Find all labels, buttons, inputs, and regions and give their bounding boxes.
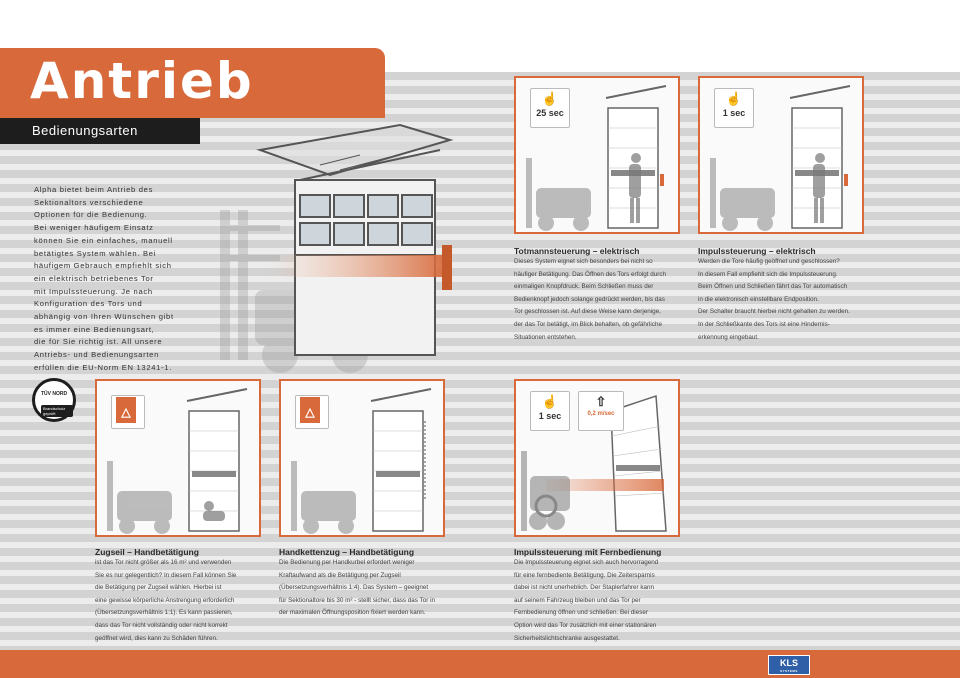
- footer-bar: [0, 650, 960, 678]
- panel-totmann: [514, 76, 680, 234]
- title-banner: [0, 48, 385, 118]
- zugseil-title: Zugseil – Handbetätigung: [95, 547, 199, 557]
- fern-title: Impulssteuerung mit Fernbedienung: [514, 547, 662, 557]
- time-label: 25 sec: [536, 108, 564, 118]
- push-button-icon: ☝ 1 sec: [714, 88, 754, 128]
- manual-operation-icon: △: [295, 395, 329, 429]
- motor-unit: [442, 245, 452, 290]
- page-title: Antrieb: [30, 52, 254, 110]
- speed-label: 0,2 m/sec: [587, 411, 615, 417]
- handkette-title: Handkettenzug – Handbetätigung: [279, 547, 415, 557]
- page-subtitle: Bedienungsarten: [32, 123, 138, 138]
- panel-fern: [514, 379, 680, 537]
- time-label: 1 sec: [722, 108, 746, 118]
- zugseil-text: ist das Tor nicht größer als 16 m² und verwenden Sie es nur gelegentlich? In diesem Fall können Sie die Betätigung per Zugseil wählen. Hierbei ist eine gewisse körperliche Anstrengung erforderlich (Übersetzungsverhältnis 1:1). Es kann passieren, dass das Tor nicht vollständig oder nicht korrekt geöffnet wird, dies kann zu Schäden führen.: [95, 559, 237, 642]
- manual-operation-icon: △: [111, 395, 145, 429]
- remote-button-icon: ☝ 1 sec: [530, 391, 570, 431]
- handkette-text: Die Bedienung per Handkurbel erfordert weniger Kraftaufwand als die Betätigung per Zugseil (Übersetzungsverhältnis 1:4). Das System – geeignet für Sektionaltore bis 30 m² - stellt sicher, dass das Tor in der maximalen Öffnungsposition fixiert werden kann.: [279, 559, 435, 617]
- speed-icon: ⇧ 0,2 m/sec: [578, 391, 624, 431]
- panel-handkette: [279, 379, 445, 537]
- totmann-text: Dieses System eignet sich besonders bei nicht so häufiger Betätigung. Das Öffnen des Tors erfolgt durch einmaligen Knopfdruck. Beim Schließen muss der Bedienknopf jedoch solange gedrückt werden, bis das Tor geschlossen ist. Auf diese Weise kann derjenige, der das Tor betätigt, im Blick behalten, ob gefährliche Situationen entstehen.: [514, 258, 667, 341]
- tuv-seal: TÜV NORD Brandschutz geprüft: [32, 378, 76, 422]
- totmann-title: Totmannsteuerung – elektrisch: [514, 246, 640, 256]
- main-door-illustration: [200, 115, 465, 380]
- overhead-door-sections: [260, 125, 450, 180]
- subtitle-bar: [0, 118, 200, 144]
- panel-zugseil: [95, 379, 261, 537]
- kls-logo: KLS SYSTEMS: [768, 655, 810, 675]
- push-button-icon: ☝ 25 sec: [530, 88, 570, 128]
- intro-text: Alpha bietet beim Antrieb des Sektionaltors verschiedene Optionen für die Bedienung. Bei weniger häufigem Einsatz können Sie ein einfaches, manuell betätigtes System wählen. Bei häufigem Gebrauch empfiehlt sich ein elektrisch betriebenes Tor mit Impulssteuerung. Je nach Konfiguration des Tors und abhängig von Ihren Wünschen gibt es immer eine Bedienungsart, die für Sie richtig ist. All unsere Antriebs- und Bedienungsarten erfüllen die EU-Norm EN 13241-1.: [34, 185, 174, 372]
- time-label: 1 sec: [538, 411, 562, 421]
- fern-text: Die Impulssteuerung eignet sich auch hervorragend für eine fernbediente Betätigung. Die Zeitersparnis dabei ist nicht unerheblich. Der Staplerfahrer kann auf seinem Fahrzeug bleiben und das Tor per Fernbedienung öffnen und schließen. Bei dieser Option wird das Tor zusätzlich mit einer stationären Sicherheitslichtschranke ausgestattet.: [514, 559, 659, 642]
- impuls-title: Impulssteuerung – elektrisch: [698, 246, 816, 256]
- panel-impuls: [698, 76, 864, 234]
- impuls-text: Werden die Tore häufig geöffnet und geschlossen? In diesem Fall empfiehlt sich die Impulssteuerung. Beim Öffnen und Schließen fährt das Tor automatisch in die elektronisch einstellbare Endposition. Der Schalter braucht hierbei nicht gehalten zu werden. In der Schließkante des Tors ist eine Hindernis- erkennung eingebaut.: [698, 258, 850, 341]
- light-beam: [270, 255, 442, 277]
